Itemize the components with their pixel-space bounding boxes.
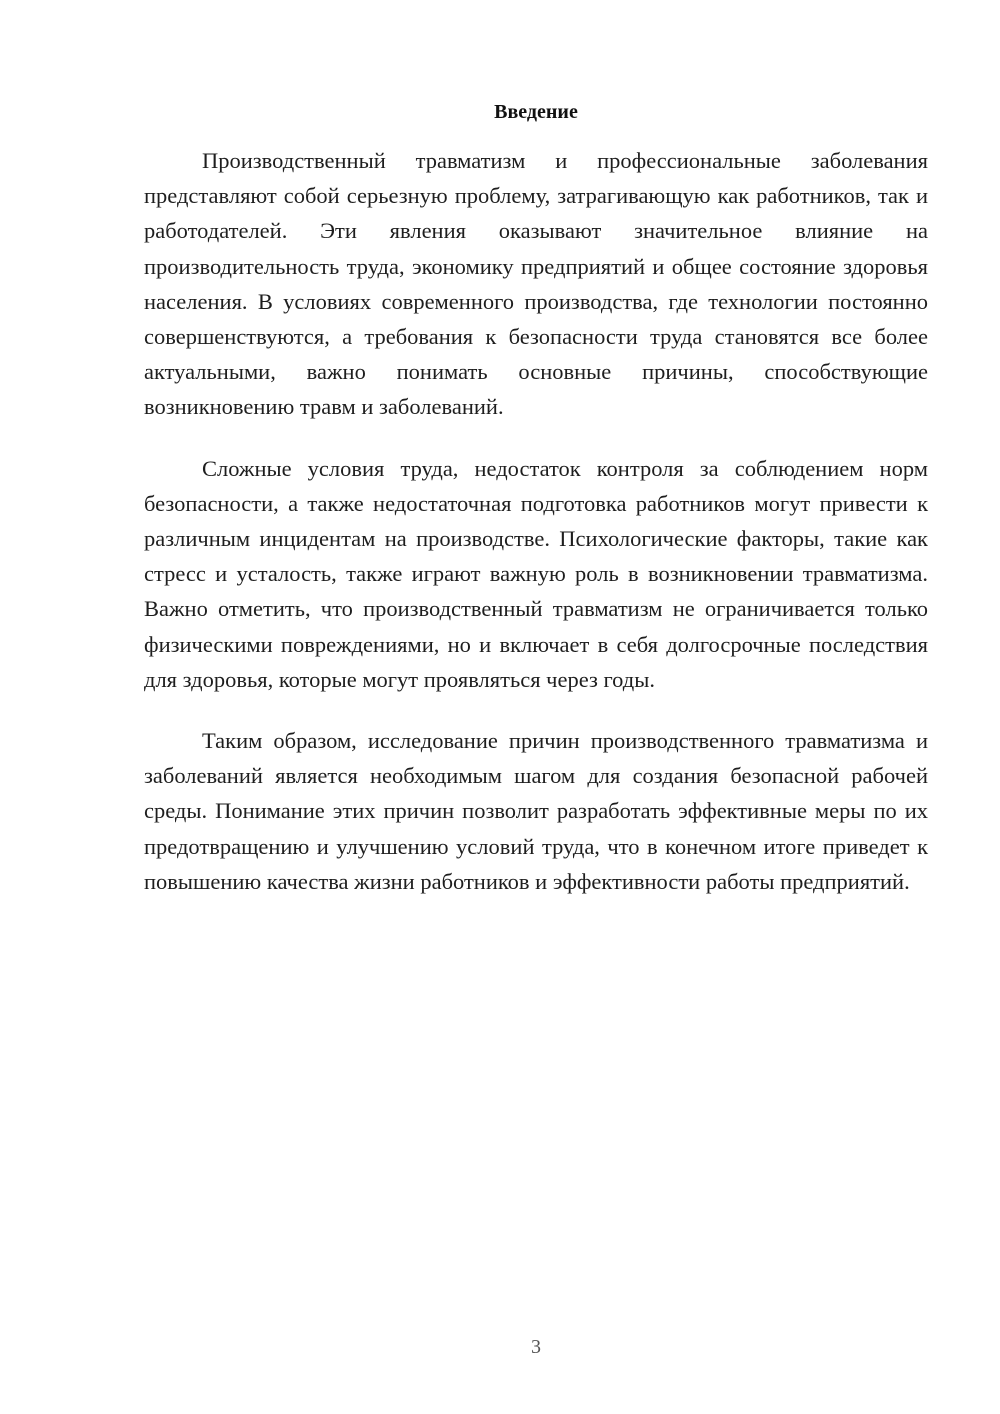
paragraph-1: Производственный травматизм и профессиональные заболевания представляют собой серьезную проблему, затрагивающую как работников, так и работодателей. Эти явления оказывают значительное влияние на производительность труда, экономику предприятий и общее состояние здоровья населения. В условиях современного производства, где технологии постоянно совершенствуются, а требования к безопасности труда становятся все более актуальными, важно понимать основные причины, способствующие возникновению травм и заболеваний. [144, 148, 928, 420]
page-number: 3 [531, 1336, 541, 1358]
paragraph-2: Сложные условия труда, недостаток контроля за соблюдением норм безопасности, а также недостаточная подготовка работников могут привести к различным инцидентам на производстве. Психологические факторы, такие как стресс и усталость, также играют важную роль в возникновении травматизма. Важно отметить, что производственный травматизм не ограничивается только физическими повреждениями, но и включает в себя долгосрочные последствия для здоровья, которые могут проявляться через годы. [144, 455, 928, 692]
paragraph-3: Таким образом, исследование причин производственного травматизма и заболеваний является необходимым шагом для создания безопасной рабочей среды. Понимание этих причин позволит разработать эффективные меры по их предотвращению и улучшению условий труда, что в конечном итоге приведет к повышению качества жизни работников и эффективности работы предприятий. [144, 728, 928, 894]
section-heading: Введение [494, 101, 578, 123]
body-text [144, 143, 928, 925]
